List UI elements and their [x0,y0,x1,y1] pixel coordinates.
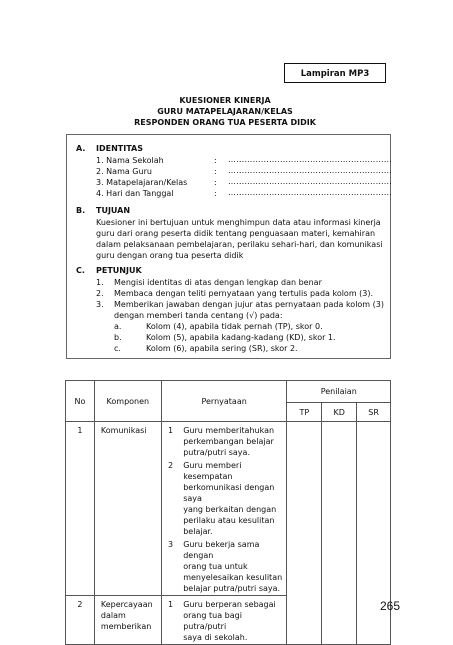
statement-number: 1 [161,596,179,645]
header-kd: KD [322,403,357,422]
identity-fill-school[interactable]: …………………………………………………… [228,155,392,164]
statement-text: Guru bekerja sama dengan orang tua untuk menyelesaikan kesulitan belajar putra/putri saya. [179,538,287,596]
header-pernyataan: Pernyataan [161,381,287,422]
identity-colon: : [214,156,217,165]
section-b-letter: B. [76,206,86,215]
identity-colon: : [214,167,217,176]
section-b-heading: TUJUAN [96,206,131,215]
appendix-label: Lampiran MP3 [284,63,386,83]
instruction-text: Mengisi identitas di atas dengan lengkap dan benar [114,278,322,287]
row-component: Komunikasi [94,422,161,596]
statement-text: Guru berperan sebagai orang tua bagi putra/putri saya di sekolah. [179,596,287,645]
row-number: 2 [66,596,95,645]
title-line-3: RESPONDEN ORANG TUA PESERTA DIDIK [134,118,316,127]
instruction-number: 3. [96,300,104,309]
instruction-text: Membaca dengan teliti pernyataan yang tertulis pada kolom (3). [114,289,374,298]
section-c-heading: PETUNJUK [96,266,142,275]
section-a-heading: IDENTITAS [96,144,143,153]
header-sr: SR [357,403,391,422]
purpose-line: Kuesioner ini bertujuan untuk menghimpun data atau informasi kinerja [96,218,381,227]
purpose-line: guru dari orang peserta didik tentang penguasaan materi, kemahiran [96,229,376,238]
identity-label-school: 1. Nama Sekolah [96,156,164,165]
statement-number: 1 [161,422,179,460]
score-cell-tp[interactable] [287,422,322,645]
statement-number: 2 [161,459,179,538]
identity-label-subject: 3. Matapelajaran/Kelas [96,178,188,187]
header-penilaian: Penilaian [287,381,391,403]
sub-instruction-text: Kolom (6), apabila sering (SR), skor 2. [146,344,298,353]
questionnaire-table [65,380,391,645]
identity-fill-date[interactable]: …………………………………………………… [228,188,392,197]
sub-instruction-letter: c. [114,344,121,353]
identity-colon: : [214,178,217,187]
sub-instruction-text: Kolom (5), apabila kadang-kadang (KD), skor 1. [146,333,336,342]
identity-label-teacher: 2. Nama Guru [96,167,152,176]
purpose-line: guru dengan orang tua peserta didik [96,251,244,260]
instruction-number: 2. [96,289,104,298]
title-line-2: GURU MATAPELAJARAN/KELAS [157,107,293,116]
header-tp: TP [287,403,322,422]
instruction-text-cont: dengan memberi tanda centang (√) pada: [114,311,283,320]
header-komponen: Komponen [94,381,161,422]
header-no: No [66,381,95,422]
section-a-letter: A. [76,144,86,153]
title-line-1: KUESIONER KINERJA [179,96,271,105]
purpose-line: dalam pelaksanaan pembelajaran, perilaku sehari-hari, dan komunikasi [96,240,383,249]
sub-instruction-letter: b. [114,333,122,342]
identity-fill-teacher[interactable]: …………………………………………………… [228,166,392,175]
instruction-number: 1. [96,278,104,287]
sub-instruction-letter: a. [114,322,122,331]
identity-label-date: 4. Hari dan Tanggal [96,189,174,198]
score-cell-kd[interactable] [322,422,357,645]
row-component: Kepercayaan dalam memberikan [94,596,161,645]
section-c-letter: C. [76,266,85,275]
row-number: 1 [66,422,95,596]
statement-number: 3 [161,538,179,596]
sub-instruction-text: Kolom (4), apabila tidak pernah (TP), skor 0. [146,322,323,331]
identity-fill-subject[interactable]: …………………………………………………… [228,177,392,186]
table-row [66,422,391,460]
instruction-text: Memberikan jawaban dengan jujur atas pernyataan pada kolom (3) [114,300,384,309]
statement-text: Guru memberitahukan perkembangan belajar putra/putri saya. [179,422,287,460]
page-number: 265 [380,599,401,613]
statement-text: Guru memberi kesempatan berkomunikasi dengan saya yang berkaitan dengan perilaku atau kesulitan belajar. [179,459,287,538]
identity-colon: : [214,189,217,198]
